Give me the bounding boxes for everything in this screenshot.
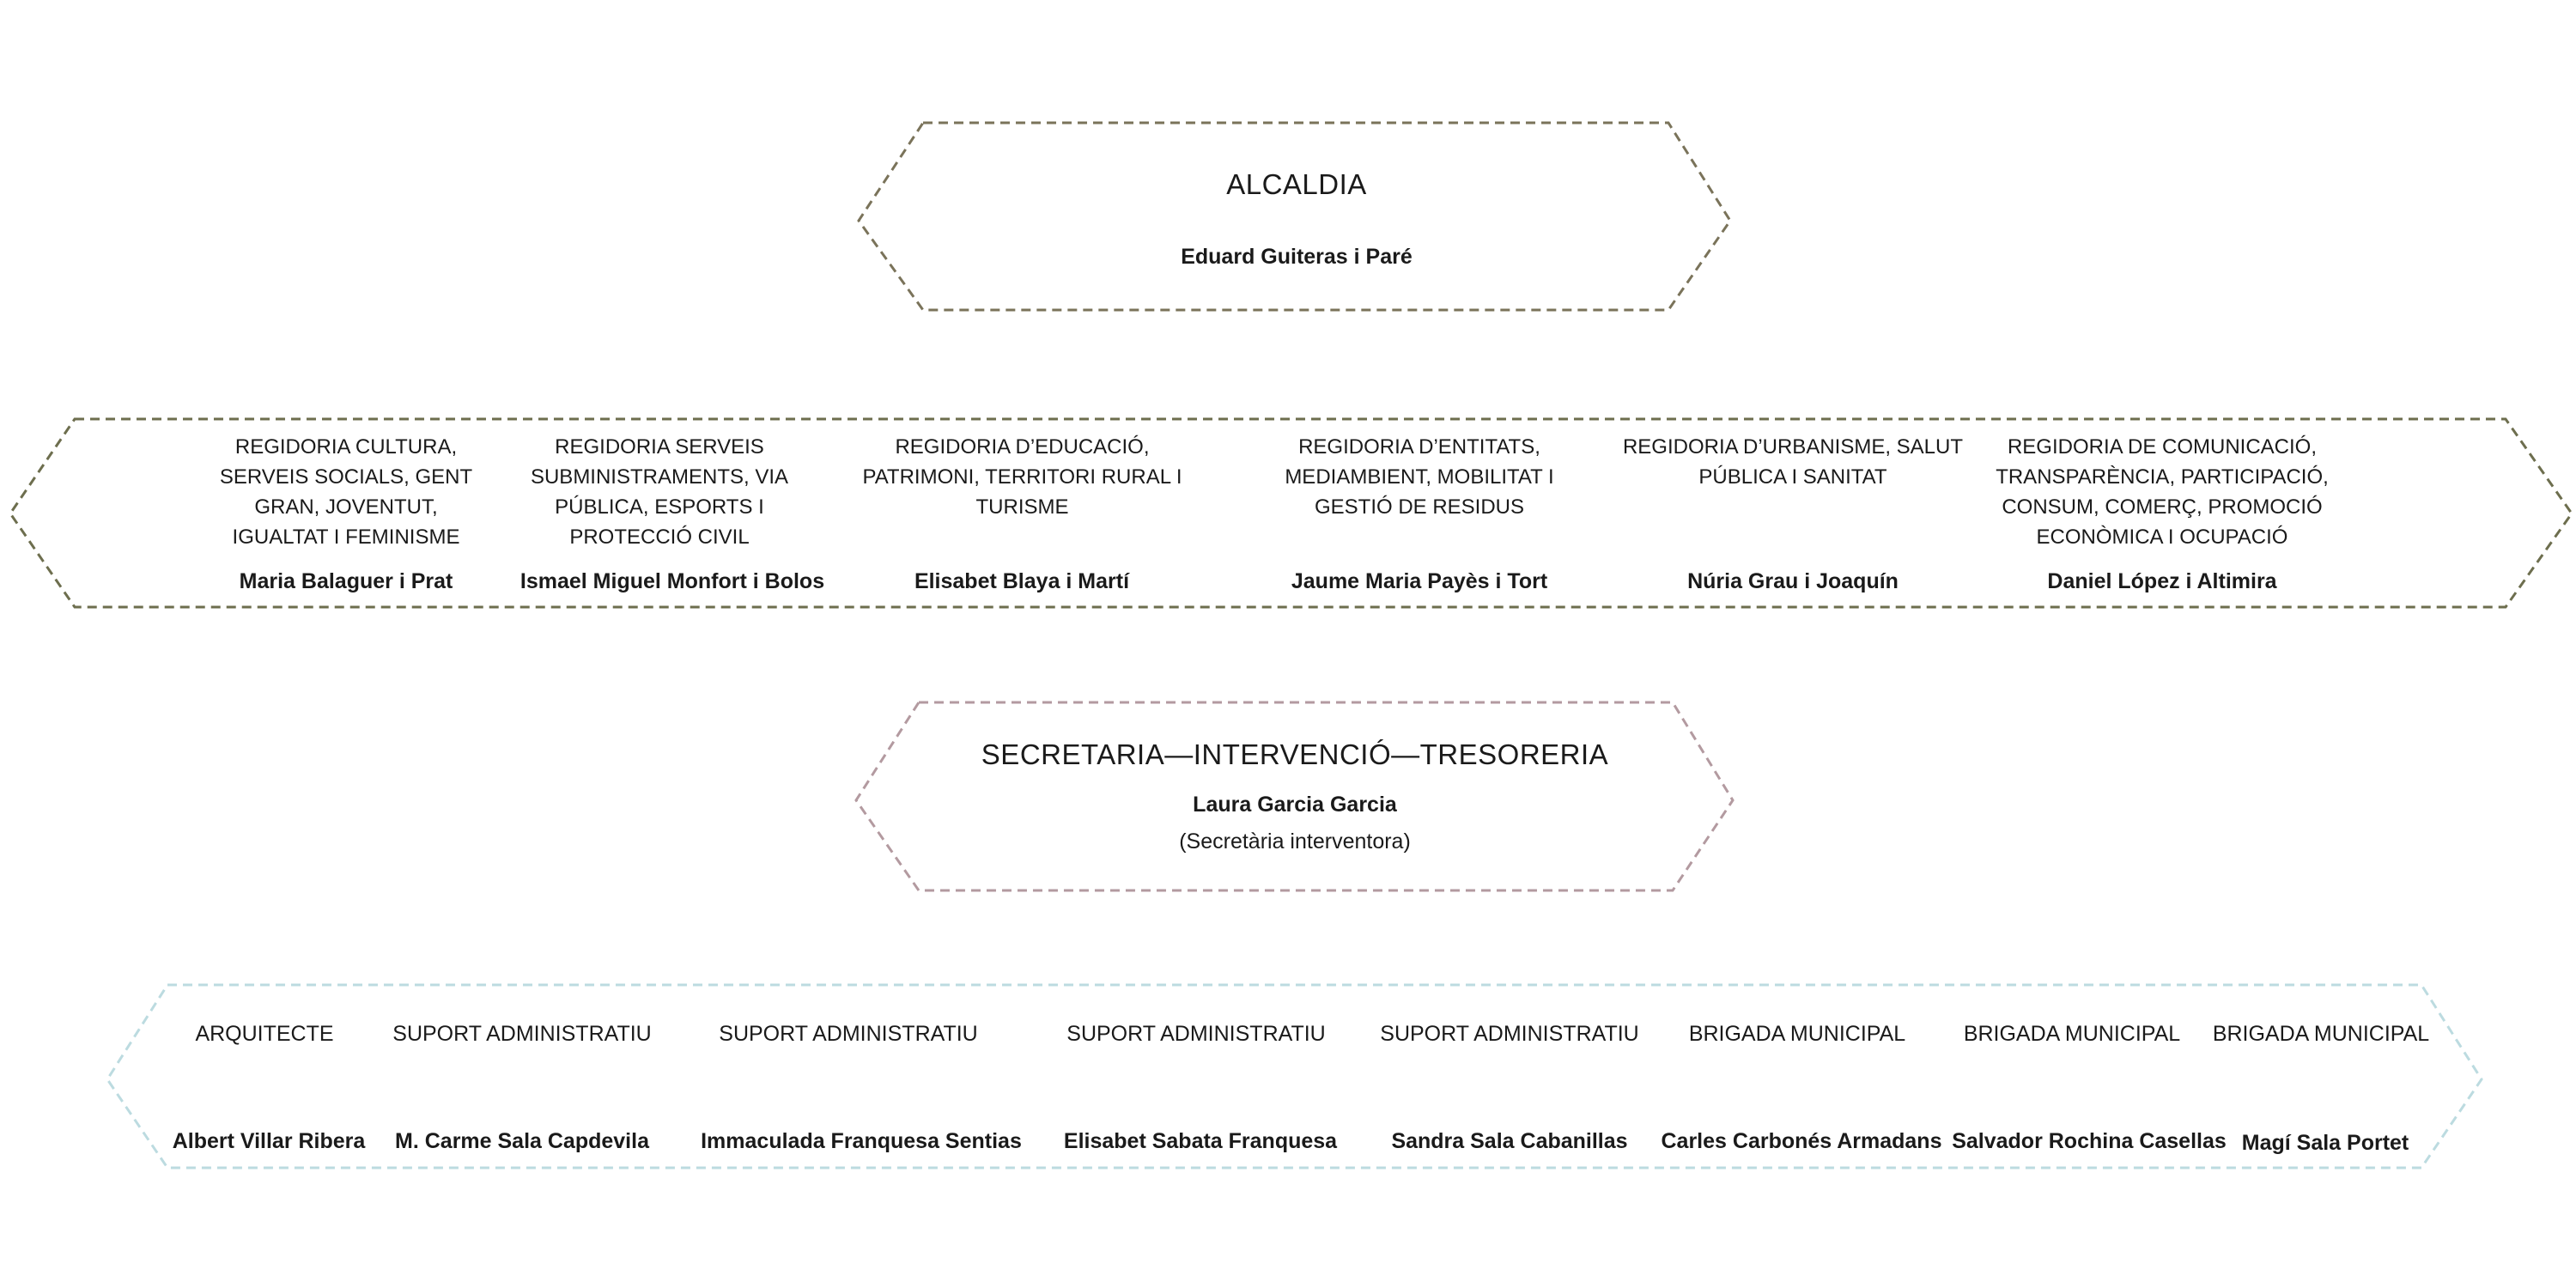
alcaldia-name: Eduard Guiteras i Paré (1181, 245, 1413, 269)
regidor-name: Ismael Miguel Monfort i Bolos (519, 569, 825, 593)
regidoria-role: REGIDORIA SERVEIS SUBMINISTRAMENTS, VIA PÚBLICA, ESPORTS I PROTECCIÓ CIVIL (530, 435, 789, 549)
regidoria-role: REGIDORIA D’URBANISME, SALUT PÚBLICA I SANITAT (1622, 435, 1964, 489)
staff-name: Elisabet Sabata Franquesa (1063, 1129, 1338, 1153)
staff-name: Salvador Rochina Casellas (1952, 1129, 2227, 1153)
secretaria-subtitle: (Secretària interventora) (1179, 829, 1411, 854)
regidoria-role: REGIDORIA CULTURA, SERVEIS SOCIALS, GENT GRAN, JOVENTUT, IGUALTAT I FEMINISME (219, 435, 473, 549)
staff-name: Carles Carbonés Armadans (1661, 1129, 1942, 1153)
staff-role: ARQUITECTE (195, 1022, 334, 1046)
staff-name: Magí Sala Portet (2241, 1131, 2409, 1155)
regidoria-role: REGIDORIA D’ENTITATS, MEDIAMBIENT, MOBILITAT I GESTIÓ DE RESIDUS (1285, 435, 1554, 519)
staff-role: BRIGADA MUNICIPAL (1963, 1022, 2181, 1046)
staff-name: Albert Villar Ribera (172, 1129, 366, 1153)
staff-name: Immaculada Franquesa Sentias (701, 1129, 1022, 1153)
staff-role: SUPORT ADMINISTRATIU (1066, 1022, 1326, 1046)
staff-role: BRIGADA MUNICIPAL (1688, 1022, 1906, 1046)
secretaria-title: SECRETARIA—INTERVENCIÓ—TRESORERIA (981, 738, 1609, 770)
regidor-name: Núria Grau i Joaquín (1687, 569, 1899, 593)
regidor-name: Maria Balaguer i Prat (239, 569, 453, 593)
staff-name: M. Carme Sala Capdevila (395, 1129, 649, 1153)
alcaldia-title: ALCALDIA (1226, 168, 1367, 200)
staff-name: Sandra Sala Cabanillas (1391, 1129, 1628, 1153)
staff-role: BRIGADA MUNICIPAL (2212, 1022, 2430, 1046)
staff-role: SUPORT ADMINISTRATIU (1380, 1022, 1639, 1046)
regidor-name: Jaume Maria Payès i Tort (1291, 569, 1548, 593)
regidor-name: Daniel López i Altimira (2047, 569, 2277, 593)
alcaldia-frame (859, 123, 1730, 310)
staff-role: SUPORT ADMINISTRATIU (392, 1022, 652, 1046)
regidoria-role: REGIDORIA DE COMUNICACIÓ, TRANSPARÈNCIA, PARTICIPACIÓ, CONSUM, COMERÇ, PROMOCIÓ ECONÒMICA I OCUPACIÓ (1996, 435, 2329, 549)
staff-role: SUPORT ADMINISTRATIU (719, 1022, 978, 1046)
regidoria-role: REGIDORIA D’EDUCACIÓ, PATRIMONI, TERRITORI RURAL I TURISME (862, 435, 1182, 519)
regidor-name: Elisabet Blaya i Martí (914, 569, 1130, 593)
secretaria-name: Laura Garcia Garcia (1193, 793, 1397, 817)
